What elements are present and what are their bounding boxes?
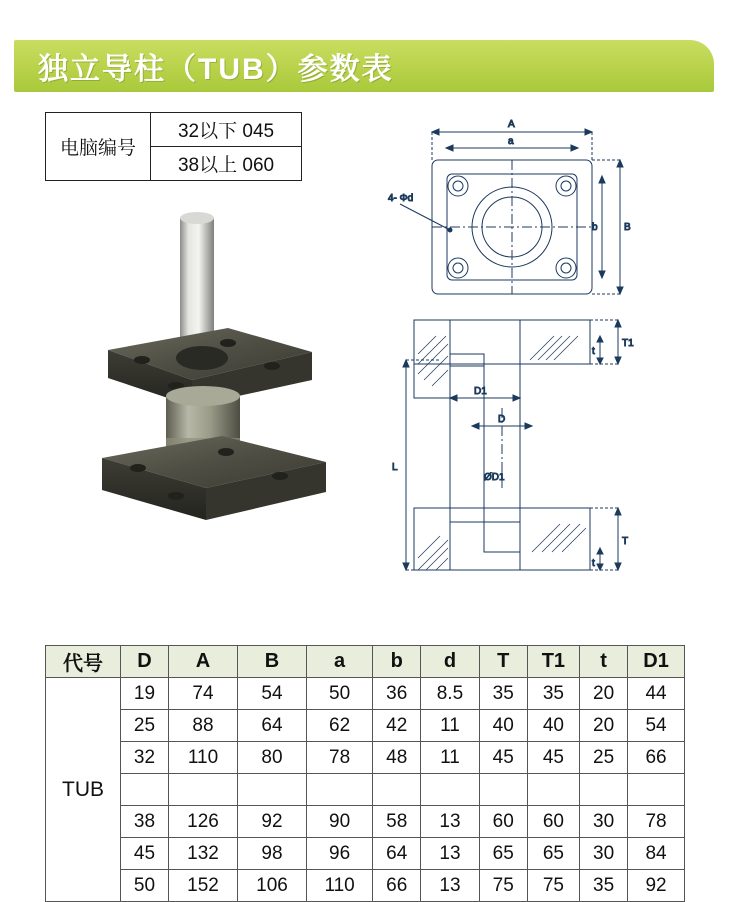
series-label: TUB (46, 678, 121, 902)
cell-D: 45 (121, 838, 169, 870)
cell-a: 96 (307, 838, 373, 870)
computer-number-table (45, 112, 302, 181)
cell-T: 40 (479, 710, 527, 742)
range-text-0: 32以下 (177, 121, 238, 142)
dim-hole-note: 4- Φd (388, 193, 414, 204)
cell-d: 13 (421, 806, 480, 838)
cell-a: 62 (307, 710, 373, 742)
cell-t: 30 (580, 838, 628, 870)
dim-B-top: B (624, 222, 631, 233)
cell-T: 60 (479, 806, 527, 838)
cell-t: 25 (580, 742, 628, 774)
table-row (46, 113, 302, 147)
cell-d: 8.5 (421, 678, 480, 710)
col-header-d: d (421, 646, 480, 678)
cell-a: 50 (307, 678, 373, 710)
dim-t-lower: t (592, 558, 595, 569)
cell-D: 25 (121, 710, 169, 742)
cell-B: 54 (238, 678, 307, 710)
table-row (46, 774, 685, 806)
table-row (46, 870, 685, 902)
product-photo-illustration (80, 200, 330, 540)
range-text-1: 38以上 (177, 155, 238, 176)
cell-T1: 75 (527, 870, 579, 902)
cell-D1: 78 (628, 806, 685, 838)
cell-T: 35 (479, 678, 527, 710)
dim-t-upper: t (592, 346, 595, 357)
table-row (46, 838, 685, 870)
cell-b: 48 (373, 742, 421, 774)
cell-T1: 65 (527, 838, 579, 870)
cell-t (580, 774, 628, 806)
cell-a: 110 (307, 870, 373, 902)
col-header-b: b (373, 646, 421, 678)
cell-D: 38 (121, 806, 169, 838)
cell-b: 64 (373, 838, 421, 870)
col-header-T1: T1 (527, 646, 579, 678)
computer-number-row-1 (151, 147, 302, 181)
dim-a-top: a (508, 136, 514, 147)
col-header-a: a (307, 646, 373, 678)
cell-B: 92 (238, 806, 307, 838)
col-header-code: 代号 (46, 646, 121, 678)
table-row (46, 806, 685, 838)
cell-T1: 35 (527, 678, 579, 710)
col-header-B: B (238, 646, 307, 678)
cell-A: 74 (169, 678, 238, 710)
cell-d: 13 (421, 838, 480, 870)
cell-b: 66 (373, 870, 421, 902)
cell-d: 11 (421, 710, 480, 742)
cell-t: 35 (580, 870, 628, 902)
cell-d: 13 (421, 870, 480, 902)
cell-T (479, 774, 527, 806)
cell-D1: 44 (628, 678, 685, 710)
cell-d: 11 (421, 742, 480, 774)
cell-T: 65 (479, 838, 527, 870)
cell-b: 58 (373, 806, 421, 838)
cell-t: 20 (580, 710, 628, 742)
computer-number-label: 电脑编号 (46, 113, 151, 181)
cell-A: 126 (169, 806, 238, 838)
cell-b: 42 (373, 710, 421, 742)
cell-T1: 45 (527, 742, 579, 774)
dim-A-top: A (508, 119, 515, 130)
cell-a (307, 774, 373, 806)
dim-L: L (392, 462, 398, 473)
cell-D1 (628, 774, 685, 806)
computer-number-row-0 (151, 113, 302, 147)
cell-T1: 60 (527, 806, 579, 838)
cell-D1: 84 (628, 838, 685, 870)
cell-D: 19 (121, 678, 169, 710)
cell-T: 45 (479, 742, 527, 774)
code-text-0: 045 (242, 121, 275, 142)
page-title: 独立导柱（TUB）参数表 (38, 53, 394, 86)
cell-D1: 92 (628, 870, 685, 902)
dim-D: D (498, 414, 506, 425)
col-header-D: D (121, 646, 169, 678)
product-photo (80, 200, 330, 540)
table-row (46, 678, 685, 710)
col-header-T: T (479, 646, 527, 678)
cell-A (169, 774, 238, 806)
cell-D: 50 (121, 870, 169, 902)
cell-D1: 54 (628, 710, 685, 742)
cell-T: 75 (479, 870, 527, 902)
cell-b (373, 774, 421, 806)
cell-T1: 40 (527, 710, 579, 742)
cell-A: 88 (169, 710, 238, 742)
cell-a: 78 (307, 742, 373, 774)
cell-D1: 66 (628, 742, 685, 774)
dim-T: T (622, 536, 629, 547)
cell-B (238, 774, 307, 806)
code-text-1: 060 (242, 155, 275, 176)
cell-A: 152 (169, 870, 238, 902)
cell-t: 30 (580, 806, 628, 838)
cell-d (421, 774, 480, 806)
cell-D (121, 774, 169, 806)
cell-A: 132 (169, 838, 238, 870)
col-header-D1: D1 (628, 646, 685, 678)
cell-b: 36 (373, 678, 421, 710)
technical-drawing (380, 108, 710, 618)
col-header-t: t (580, 646, 628, 678)
cell-T1 (527, 774, 579, 806)
dim-D1-upper: D1 (474, 386, 487, 397)
col-header-A: A (169, 646, 238, 678)
cell-a: 90 (307, 806, 373, 838)
cell-B: 64 (238, 710, 307, 742)
dim-phi-D1: ØD1 (484, 472, 505, 483)
cell-B: 106 (238, 870, 307, 902)
dim-T1: T1 (622, 338, 634, 349)
cell-B: 80 (238, 742, 307, 774)
table-row (46, 742, 685, 774)
cell-B: 98 (238, 838, 307, 870)
cell-D: 32 (121, 742, 169, 774)
technical-drawing-svg (380, 108, 710, 618)
dim-b-top: b (592, 222, 598, 233)
page-header-banner (14, 40, 714, 92)
cell-A: 110 (169, 742, 238, 774)
cell-t: 20 (580, 678, 628, 710)
spec-table (45, 645, 685, 902)
table-row (46, 710, 685, 742)
spec-table-header-row (46, 646, 685, 678)
